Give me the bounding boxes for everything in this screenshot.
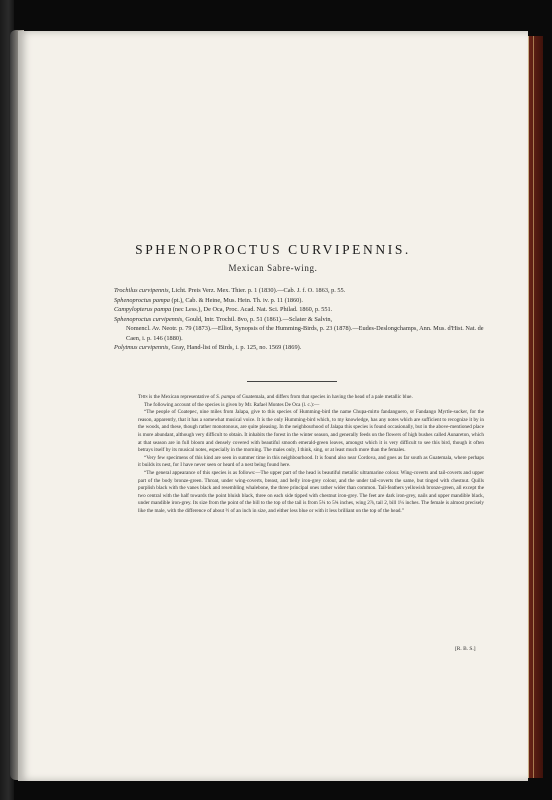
synonym-reference: Gould, Intr. Trochil. 8vo, p. 51 (1861).—Sclater & Salvin, [185,315,333,323]
lead-word: This [138,394,148,400]
paragraph-intro [138,394,484,402]
synonym-reference-continued: Nomencl. Av. Neotr. p. 79 (1873).—Elliot, Synopsis of the Humming-Birds, p. 23 (1878).—Eudes-Deslongchamps, Ann. Mus. d'Hist. Nat. de Caen, i. p. 146 (1880). [126,325,484,342]
intro-text-continued: of Guatemala, and differs from that species in having the head of a pale metallic blue. [235,394,413,400]
paragraph-range: “Very few specimens of this kind are seen in summer time in this neighbourhood. It is found also near Cordova, and goes as far south as Guatemala, where perhaps it builds its nest, for I have never seen or heard of a nest being found here. [138,454,484,469]
page-title: SPHENOPROCTUS CURVIPENNIS. [135,242,411,257]
intro-text: is the Mexican representative of [147,394,217,400]
species-reference: S. pampa [216,394,236,400]
synonym-reference: Gray, Hand-list of Birds, i. p. 125, no. 1569 (1869). [171,344,302,351]
synonym-name: Sphenoproctus curvipennis, [114,315,184,323]
synonym-name: Sphenoproctus pampa [114,296,170,304]
synonym-reference: Licht. Preis Verz. Mex. Thier. p. 1 (1830).—Cab. J. f. O. 1863, p. 55. [171,287,346,294]
book-cover-edge [528,36,543,778]
synonymy-entry [114,296,484,306]
synonymy-entry [114,315,484,344]
author-initials: [R. B. S.] [455,646,476,652]
synonym-name: Trochilus curvipennis, [114,287,171,294]
paragraph-habits: “The people of Coatepec, nine miles from Jalapa, give to this species of Humming-bird the name Chupa-mirto fandanguero, or Fandango Myrtle-sucker, for the reason, apparently, that it has a somewhat musical voice. It is the only Humming-bird which, to my knowledge, has any notes which are sufficient to recognize it by in the woods, and these, though rather monotonous, are quite pleasing. In the neighbourhood of Jalapa this species is found occasionally, but in the above-mentioned place is more abundant, although very difficult to obtain. It inhabits the forest in the winter season, and generally feeds on the flowers of high bushes called Aunareton, which at that season are in full bloom and densely covered with beautiful smooth emerald-green leaves, amongst which it is very difficult to see this bird, though it often betrays itself by its musical notes, especially in the morning. The males only, I think, sing, or at least much more than the females. [138,409,484,454]
section-divider [247,381,337,382]
book-page [18,31,528,781]
page-subtitle: Mexican Sabre-wing. [228,263,318,273]
paragraph-description: “The general appearance of this species is as follows:—The upper part of the head is beautiful metallic ultramarine colour. Wing-coverts and tail-coverts and upper part of the body bronze-green. Throat, under wing-coverts, breast, and belly iron-grey colour, and the under tail-coverts the same, but tinged with chestnut. Quills purplish black with the vanes black and resembling whalebone, the three principal ones rather wider than common. Tail-feathers yellowish bronze-green, all except the two central with the half towards the point bluish black, three on each side tipped with chestnut iron-grey. The feet are dark iron-grey, nails and upper mandible black, under mandible iron-grey. Its size from the point of the bill to the top of the tail is from 5¼ to 5¾ inches, wing 2⅞, tail 2, bill 1¼ inches. The female is almost precisely like the male, with the difference of about ½ of an inch in size, and either less blue or with it less brilliant on the top of the head.” [138,469,484,514]
synonym-reference: (nec Less.), De Oca, Proc. Acad. Nat. Sci. Philad. 1860, p. 551. [172,306,333,313]
synonym-reference: (pt.), Cab. & Heine, Mus. Hein. Th. iv. p. 11 (1860). [171,296,303,304]
synonymy-list [114,286,484,353]
body-text [138,394,484,516]
synonymy-entry [114,343,484,353]
synonym-name: Campylopterus pampa [114,306,172,313]
paragraph-account-intro: The following account of the species is given by Mr. Rafael Montes De Oca (l. c.):— [144,401,320,408]
synonym-name: Polytmus curvipennis, [114,344,170,351]
synonymy-entry [114,286,484,296]
synonymy-entry [114,305,484,315]
